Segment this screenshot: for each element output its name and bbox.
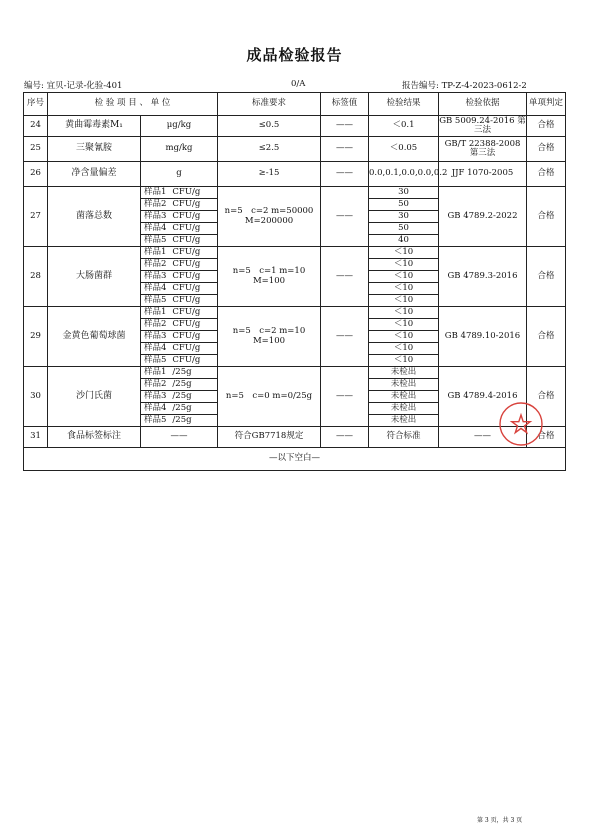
sample-name: 样品3 bbox=[144, 270, 167, 281]
item-name: 菌落总数 bbox=[48, 187, 141, 247]
sample-cell bbox=[141, 235, 218, 247]
seal-ring bbox=[500, 403, 542, 445]
sample-row bbox=[24, 307, 566, 319]
standard: n=5 c=0 m=0/25g bbox=[218, 367, 321, 427]
standard: n=5 c=2 m=10 M=100 bbox=[218, 307, 321, 367]
standard: n=5 c=2 m=50000 M=200000 bbox=[218, 187, 321, 247]
sample-unit: CFU/g bbox=[172, 342, 201, 353]
sample-unit: CFU/g bbox=[172, 306, 201, 317]
seal-stamp bbox=[497, 400, 545, 448]
sample-name: 样品4 bbox=[144, 282, 167, 293]
page-footer: 第 3 页，共 3 页 bbox=[477, 817, 523, 824]
col-header-result: 检验结果 bbox=[369, 93, 439, 116]
table-row bbox=[24, 116, 566, 137]
verdict: 合格 bbox=[527, 367, 566, 427]
sample-name: 样品3 bbox=[144, 390, 167, 401]
sample-unit: CFU/g bbox=[172, 258, 201, 269]
sample-name: 样品1 bbox=[144, 306, 167, 317]
sample-name: 样品1 bbox=[144, 186, 167, 197]
sample-name: 样品5 bbox=[144, 354, 167, 365]
sample-unit: CFU/g bbox=[172, 186, 201, 197]
item-name: 大肠菌群 bbox=[48, 247, 141, 307]
item-name: 食品标签标注 bbox=[48, 427, 141, 448]
result: 40 bbox=[369, 235, 439, 247]
sample-unit: CFU/g bbox=[172, 330, 201, 341]
sample-cell bbox=[141, 259, 218, 271]
verdict: 合格 bbox=[527, 247, 566, 307]
sample-cell bbox=[141, 355, 218, 367]
sample-row bbox=[24, 367, 566, 379]
basis: GB/T 22388-2008 第三法 bbox=[439, 137, 527, 162]
sample-unit: CFU/g bbox=[172, 282, 201, 293]
sample-cell bbox=[141, 391, 218, 403]
row-no: 29 bbox=[24, 307, 48, 367]
sample-name: 样品2 bbox=[144, 318, 167, 329]
sample-name: 样品2 bbox=[144, 198, 167, 209]
verdict: 合格 bbox=[527, 116, 566, 137]
row-no: 25 bbox=[24, 137, 48, 162]
result: 未检出 bbox=[369, 379, 439, 391]
inspection-table bbox=[23, 92, 566, 471]
standard: n=5 c=1 m=10 M=100 bbox=[218, 247, 321, 307]
item-unit: —— bbox=[141, 427, 218, 448]
sample-unit: /25g bbox=[172, 402, 192, 413]
result: ＜0.1 bbox=[369, 116, 439, 137]
sample-name: 样品3 bbox=[144, 330, 167, 341]
verdict: 合格 bbox=[527, 137, 566, 162]
row-no: 30 bbox=[24, 367, 48, 427]
label-value: —— bbox=[321, 247, 369, 307]
col-header-verdict: 单项判定 bbox=[527, 93, 566, 116]
item-name: 金黄色葡萄球菌 bbox=[48, 307, 141, 367]
basis: —— bbox=[439, 427, 527, 448]
sample-name: 样品4 bbox=[144, 402, 167, 413]
item-unit: mg/kg bbox=[141, 137, 218, 162]
result: 0.0,0.1,0.0,0.0,0.2 bbox=[369, 162, 439, 187]
sample-unit: CFU/g bbox=[172, 294, 201, 305]
sample-cell bbox=[141, 403, 218, 415]
basis: GB 4789.10-2016 bbox=[439, 307, 527, 367]
sample-name: 样品5 bbox=[144, 234, 167, 245]
table-row bbox=[24, 137, 566, 162]
table-header-row bbox=[24, 93, 566, 116]
sample-unit: /25g bbox=[172, 366, 192, 377]
end-note: —以下空白— bbox=[24, 448, 566, 471]
item-name: 三聚氰胺 bbox=[48, 137, 141, 162]
revision: 0/A bbox=[291, 79, 306, 89]
col-header-no: 序号 bbox=[24, 93, 48, 116]
row-no: 27 bbox=[24, 187, 48, 247]
result: 30 bbox=[369, 211, 439, 223]
sample-cell bbox=[141, 187, 218, 199]
result: 50 bbox=[369, 199, 439, 211]
report-title: 成品检验报告 bbox=[246, 46, 343, 64]
table-row bbox=[24, 162, 566, 187]
sample-cell bbox=[141, 271, 218, 283]
result: ＜0.05 bbox=[369, 137, 439, 162]
result: ＜10 bbox=[369, 319, 439, 331]
result: ＜10 bbox=[369, 307, 439, 319]
report-number: 报告编号: TP-Z-4-2023-0612-2 bbox=[402, 81, 527, 91]
basis: GB 4789.3-2016 bbox=[439, 247, 527, 307]
item-name: 黄曲霉毒素M₁ bbox=[48, 116, 141, 137]
sample-cell bbox=[141, 247, 218, 259]
verdict: 合格 bbox=[527, 187, 566, 247]
sample-name: 样品4 bbox=[144, 342, 167, 353]
basis: GB 5009.24-2016 第三法 bbox=[439, 115, 526, 135]
sample-cell bbox=[141, 343, 218, 355]
result: ＜10 bbox=[369, 295, 439, 307]
sample-cell bbox=[141, 319, 218, 331]
result: 30 bbox=[369, 187, 439, 199]
label-value: —— bbox=[321, 116, 369, 137]
sample-cell bbox=[141, 295, 218, 307]
sample-name: 样品1 bbox=[144, 366, 167, 377]
label-value: —— bbox=[321, 162, 369, 187]
result: ＜10 bbox=[369, 283, 439, 295]
item-name: 净含量偏差 bbox=[48, 162, 141, 187]
label-value: —— bbox=[321, 307, 369, 367]
standard: ≤0.5 bbox=[218, 116, 321, 137]
sample-cell bbox=[141, 283, 218, 295]
col-header-standard: 标准要求 bbox=[218, 93, 321, 116]
sample-row bbox=[24, 187, 566, 199]
result: 符合标准 bbox=[369, 427, 439, 448]
sample-unit: CFU/g bbox=[172, 318, 201, 329]
col-header-label: 标签值 bbox=[321, 93, 369, 116]
sample-cell bbox=[141, 307, 218, 319]
sample-name: 样品3 bbox=[144, 210, 167, 221]
standard: ≤2.5 bbox=[218, 137, 321, 162]
seal-star bbox=[512, 415, 530, 433]
sample-cell bbox=[141, 211, 218, 223]
sample-unit: CFU/g bbox=[172, 234, 201, 245]
sample-name: 样品5 bbox=[144, 414, 167, 425]
sample-row bbox=[24, 247, 566, 259]
result: 未检出 bbox=[369, 367, 439, 379]
sample-unit: /25g bbox=[172, 390, 192, 401]
result: 50 bbox=[369, 223, 439, 235]
sample-cell bbox=[141, 415, 218, 427]
sample-name: 样品1 bbox=[144, 246, 167, 257]
label-value: —— bbox=[321, 367, 369, 427]
sample-unit: CFU/g bbox=[172, 270, 201, 281]
result: ＜10 bbox=[369, 355, 439, 367]
sample-unit: CFU/g bbox=[172, 198, 201, 209]
row-no: 26 bbox=[24, 162, 48, 187]
sample-cell bbox=[141, 223, 218, 235]
standard: 符合GB7718规定 bbox=[218, 427, 321, 448]
row-no: 31 bbox=[24, 427, 48, 448]
sample-unit: /25g bbox=[172, 378, 192, 389]
label-value: —— bbox=[321, 137, 369, 162]
basis: GB 4789.4-2016 bbox=[439, 367, 527, 427]
result: 未检出 bbox=[369, 391, 439, 403]
sample-unit: CFU/g bbox=[172, 246, 201, 257]
item-name: 沙门氏菌 bbox=[48, 367, 141, 427]
basis: JJF 1070-2005 bbox=[439, 162, 527, 187]
verdict: 合格 bbox=[527, 307, 566, 367]
result: 未检出 bbox=[369, 403, 439, 415]
verdict: 合格 bbox=[527, 427, 566, 448]
result: ＜10 bbox=[369, 247, 439, 259]
doc-number: 编号: 宜贝-记录-化验-401 bbox=[24, 81, 123, 91]
micro-rows bbox=[24, 187, 566, 427]
sample-unit: CFU/g bbox=[172, 354, 201, 365]
end-row bbox=[24, 448, 566, 471]
verdict: 合格 bbox=[527, 162, 566, 187]
sample-cell bbox=[141, 331, 218, 343]
sample-name: 样品2 bbox=[144, 378, 167, 389]
sample-cell bbox=[141, 379, 218, 391]
row-no: 28 bbox=[24, 247, 48, 307]
sample-name: 样品4 bbox=[144, 222, 167, 233]
result: ＜10 bbox=[369, 259, 439, 271]
label-value: —— bbox=[321, 187, 369, 247]
sample-unit: CFU/g bbox=[172, 222, 201, 233]
col-header-item: 检 验 项 目 、 单 位 bbox=[48, 93, 218, 116]
item-unit: g bbox=[141, 162, 218, 187]
row-no: 24 bbox=[24, 116, 48, 137]
sample-cell bbox=[141, 199, 218, 211]
result: ＜10 bbox=[369, 331, 439, 343]
item-unit: μg/kg bbox=[141, 116, 218, 137]
standard: ≥-15 bbox=[218, 162, 321, 187]
sample-unit: CFU/g bbox=[172, 210, 201, 221]
sample-name: 样品2 bbox=[144, 258, 167, 269]
result: 未检出 bbox=[369, 415, 439, 427]
result: ＜10 bbox=[369, 271, 439, 283]
sample-cell bbox=[141, 367, 218, 379]
table-row bbox=[24, 427, 566, 448]
label-value: —— bbox=[321, 427, 369, 448]
col-header-basis: 检验依据 bbox=[439, 93, 527, 116]
sample-name: 样品5 bbox=[144, 294, 167, 305]
result: ＜10 bbox=[369, 343, 439, 355]
sample-unit: /25g bbox=[172, 414, 192, 425]
basis: GB 4789.2-2022 bbox=[439, 187, 527, 247]
